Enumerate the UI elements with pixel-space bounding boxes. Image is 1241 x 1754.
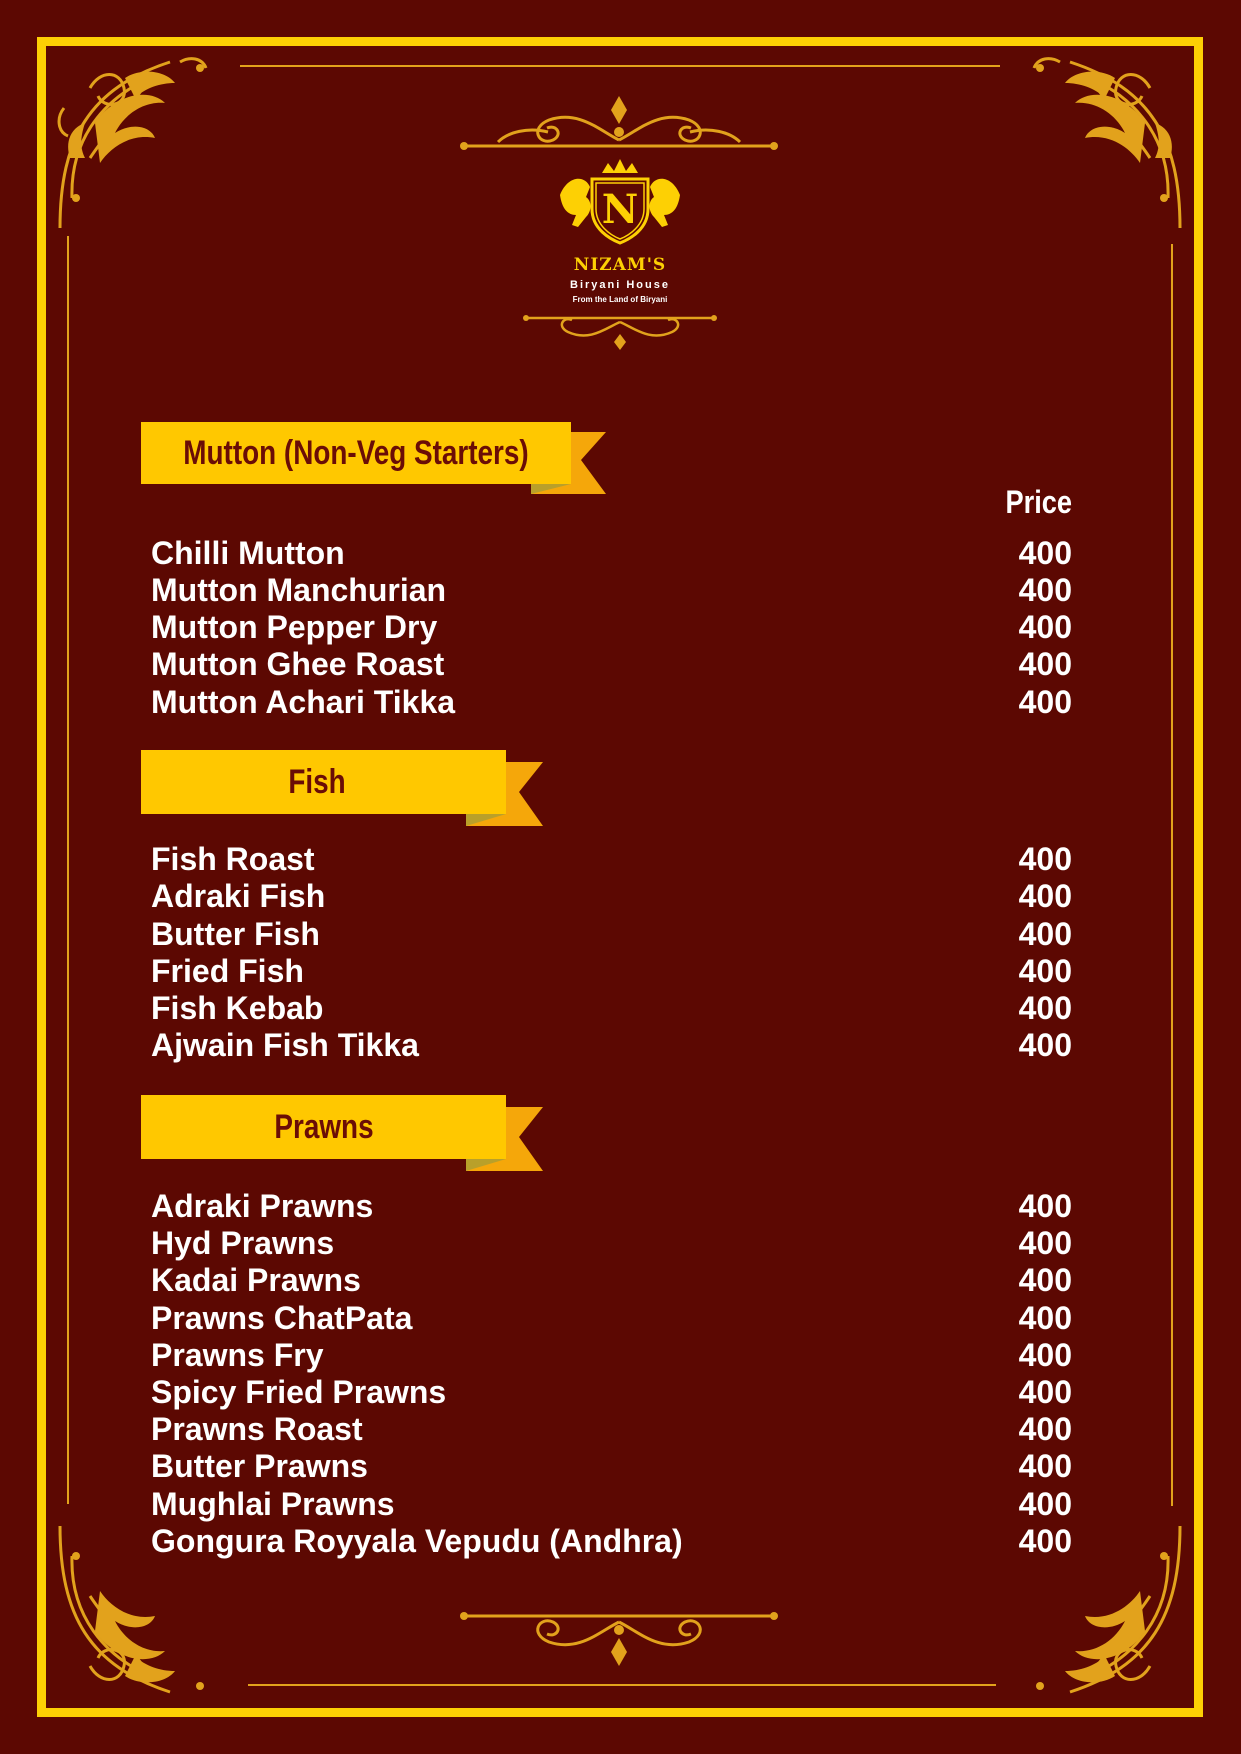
menu-item-price: 400 — [1018, 1027, 1072, 1063]
corner-ornament-top-right-icon — [1000, 48, 1190, 238]
menu-item-price: 400 — [1018, 990, 1072, 1026]
menu-item-name: Mutton Pepper Dry — [151, 609, 438, 645]
brand-name: NIZAM'S — [573, 255, 667, 275]
menu-item-name: Ajwain Fish Tikka — [151, 1027, 419, 1063]
menu-item-price: 400 — [1018, 1374, 1072, 1410]
menu-item-price: 400 — [1018, 878, 1072, 914]
nizams-crest-logo-icon — [540, 155, 700, 255]
logo-underline-flourish-icon — [522, 310, 718, 354]
menu-item-price: 400 — [1018, 1523, 1072, 1559]
section-title-mutton: Mutton (Non-Veg Starters) — [183, 434, 529, 472]
inner-line-top — [240, 65, 1000, 67]
menu-item-price: 400 — [1018, 953, 1072, 989]
menu-item-price: 400 — [1018, 609, 1072, 645]
menu-item-name: Prawns Fry — [151, 1337, 324, 1373]
menu-item-name: Butter Prawns — [151, 1448, 368, 1484]
menu-item-name: Adraki Fish — [151, 878, 326, 914]
menu-item-price: 400 — [1018, 1411, 1072, 1447]
corner-ornament-top-left-icon — [50, 48, 240, 238]
menu-item-name: Butter Fish — [151, 916, 320, 952]
menu-item-price: 400 — [1018, 684, 1072, 720]
menu-item-name: Mughlai Prawns — [151, 1486, 395, 1522]
inner-line-left — [67, 236, 69, 1504]
menu-item-name: Kadai Prawns — [151, 1262, 361, 1298]
inner-line-right — [1171, 244, 1173, 1506]
menu-item-name: Gongura Royyala Vepudu (Andhra) — [151, 1523, 683, 1559]
menu-item-price: 400 — [1018, 1486, 1072, 1522]
menu-item-price: 400 — [1018, 1337, 1072, 1373]
menu-item-name: Hyd Prawns — [151, 1225, 335, 1261]
menu-item-name: Chilli Mutton — [151, 535, 345, 571]
menu-item-price: 400 — [1018, 535, 1072, 571]
menu-item-price: 400 — [1018, 572, 1072, 608]
top-flourish-icon — [458, 92, 780, 158]
menu-item-name: Mutton Achari Tikka — [151, 684, 456, 720]
menu-item-name: Prawns Roast — [151, 1411, 363, 1447]
section-title-prawns: Prawns — [274, 1108, 374, 1146]
menu-item-price: 400 — [1018, 1188, 1072, 1224]
menu-item-name: Fried Fish — [151, 953, 304, 989]
menu-item-name: Fish Kebab — [151, 990, 324, 1026]
price-column-header: Price — [1005, 484, 1072, 520]
brand-tagline: From the Land of Biryani — [572, 295, 668, 304]
brand-subtitle: Biryani House — [570, 279, 670, 291]
menu-item-price: 400 — [1018, 646, 1072, 682]
menu-item-name: Mutton Manchurian — [151, 572, 447, 608]
menu-item-name: Fish Roast — [151, 841, 315, 877]
bottom-flourish-icon — [458, 1606, 780, 1672]
menu-item-name: Adraki Prawns — [151, 1188, 374, 1224]
menu-item-price: 400 — [1018, 1300, 1072, 1336]
menu-item-name: Mutton Ghee Roast — [151, 646, 445, 682]
menu-item-price: 400 — [1018, 841, 1072, 877]
menu-item-price: 400 — [1018, 1262, 1072, 1298]
menu-item-price: 400 — [1018, 1448, 1072, 1484]
menu-item-price: 400 — [1018, 1225, 1072, 1261]
menu-item-name: Prawns ChatPata — [151, 1300, 413, 1336]
logo-monogram: N — [601, 186, 639, 233]
inner-line-bottom — [248, 1684, 996, 1686]
menu-item-name: Spicy Fried Prawns — [151, 1374, 447, 1410]
section-title-fish: Fish — [288, 763, 346, 801]
menu-item-price: 400 — [1018, 916, 1072, 952]
